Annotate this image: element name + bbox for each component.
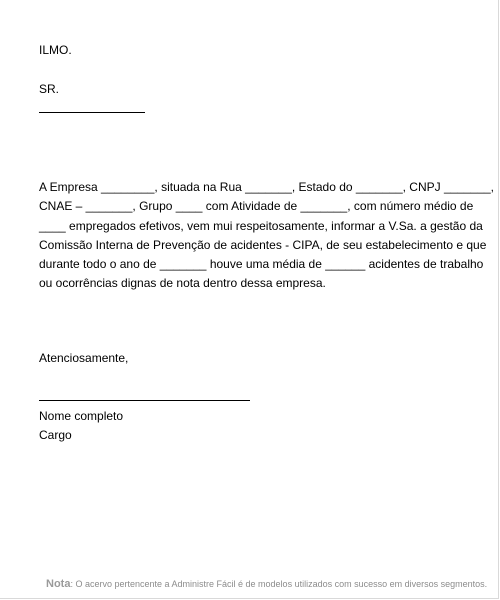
footer-note-label: Nota [46, 578, 71, 590]
letter-body [39, 178, 495, 294]
footer-note [46, 578, 487, 590]
salutation-title: ILMO. [39, 43, 72, 57]
footer-note-text: : O acervo pertencente a Administre Fácil é de modelos utilizados com sucesso em diversos segmentos. [70, 579, 488, 589]
recipient-name-line [39, 112, 145, 113]
body-line-5: durante todo o ano de _______ houve uma média de ______ acidentes de trabalho [39, 257, 484, 272]
body-line-1: A Empresa ________, situada na Rua _______, Estado do _______, CNPJ _______, [39, 180, 495, 194]
signature-name: Nome completo [39, 409, 124, 423]
body-line-2: CNAE – _______, Grupo ____ com Atividade de _______, com número médio de [39, 199, 474, 214]
closing: Atenciosamente, [39, 351, 129, 365]
body-line-6: ou ocorrências dignas de nota dentro dessa empresa. [39, 276, 326, 291]
signature-role: Cargo [39, 428, 72, 442]
body-line-3: ____ empregados efetivos, vem mui respeitosamente, informar a V.Sa. a gestão da [39, 218, 483, 233]
salutation-recipient: SR. [39, 82, 60, 96]
signature-line [39, 400, 250, 401]
body-line-4: Comissão Interna de Prevenção de acidentes - CIPA, de seu estabelecimento e que [39, 237, 487, 252]
